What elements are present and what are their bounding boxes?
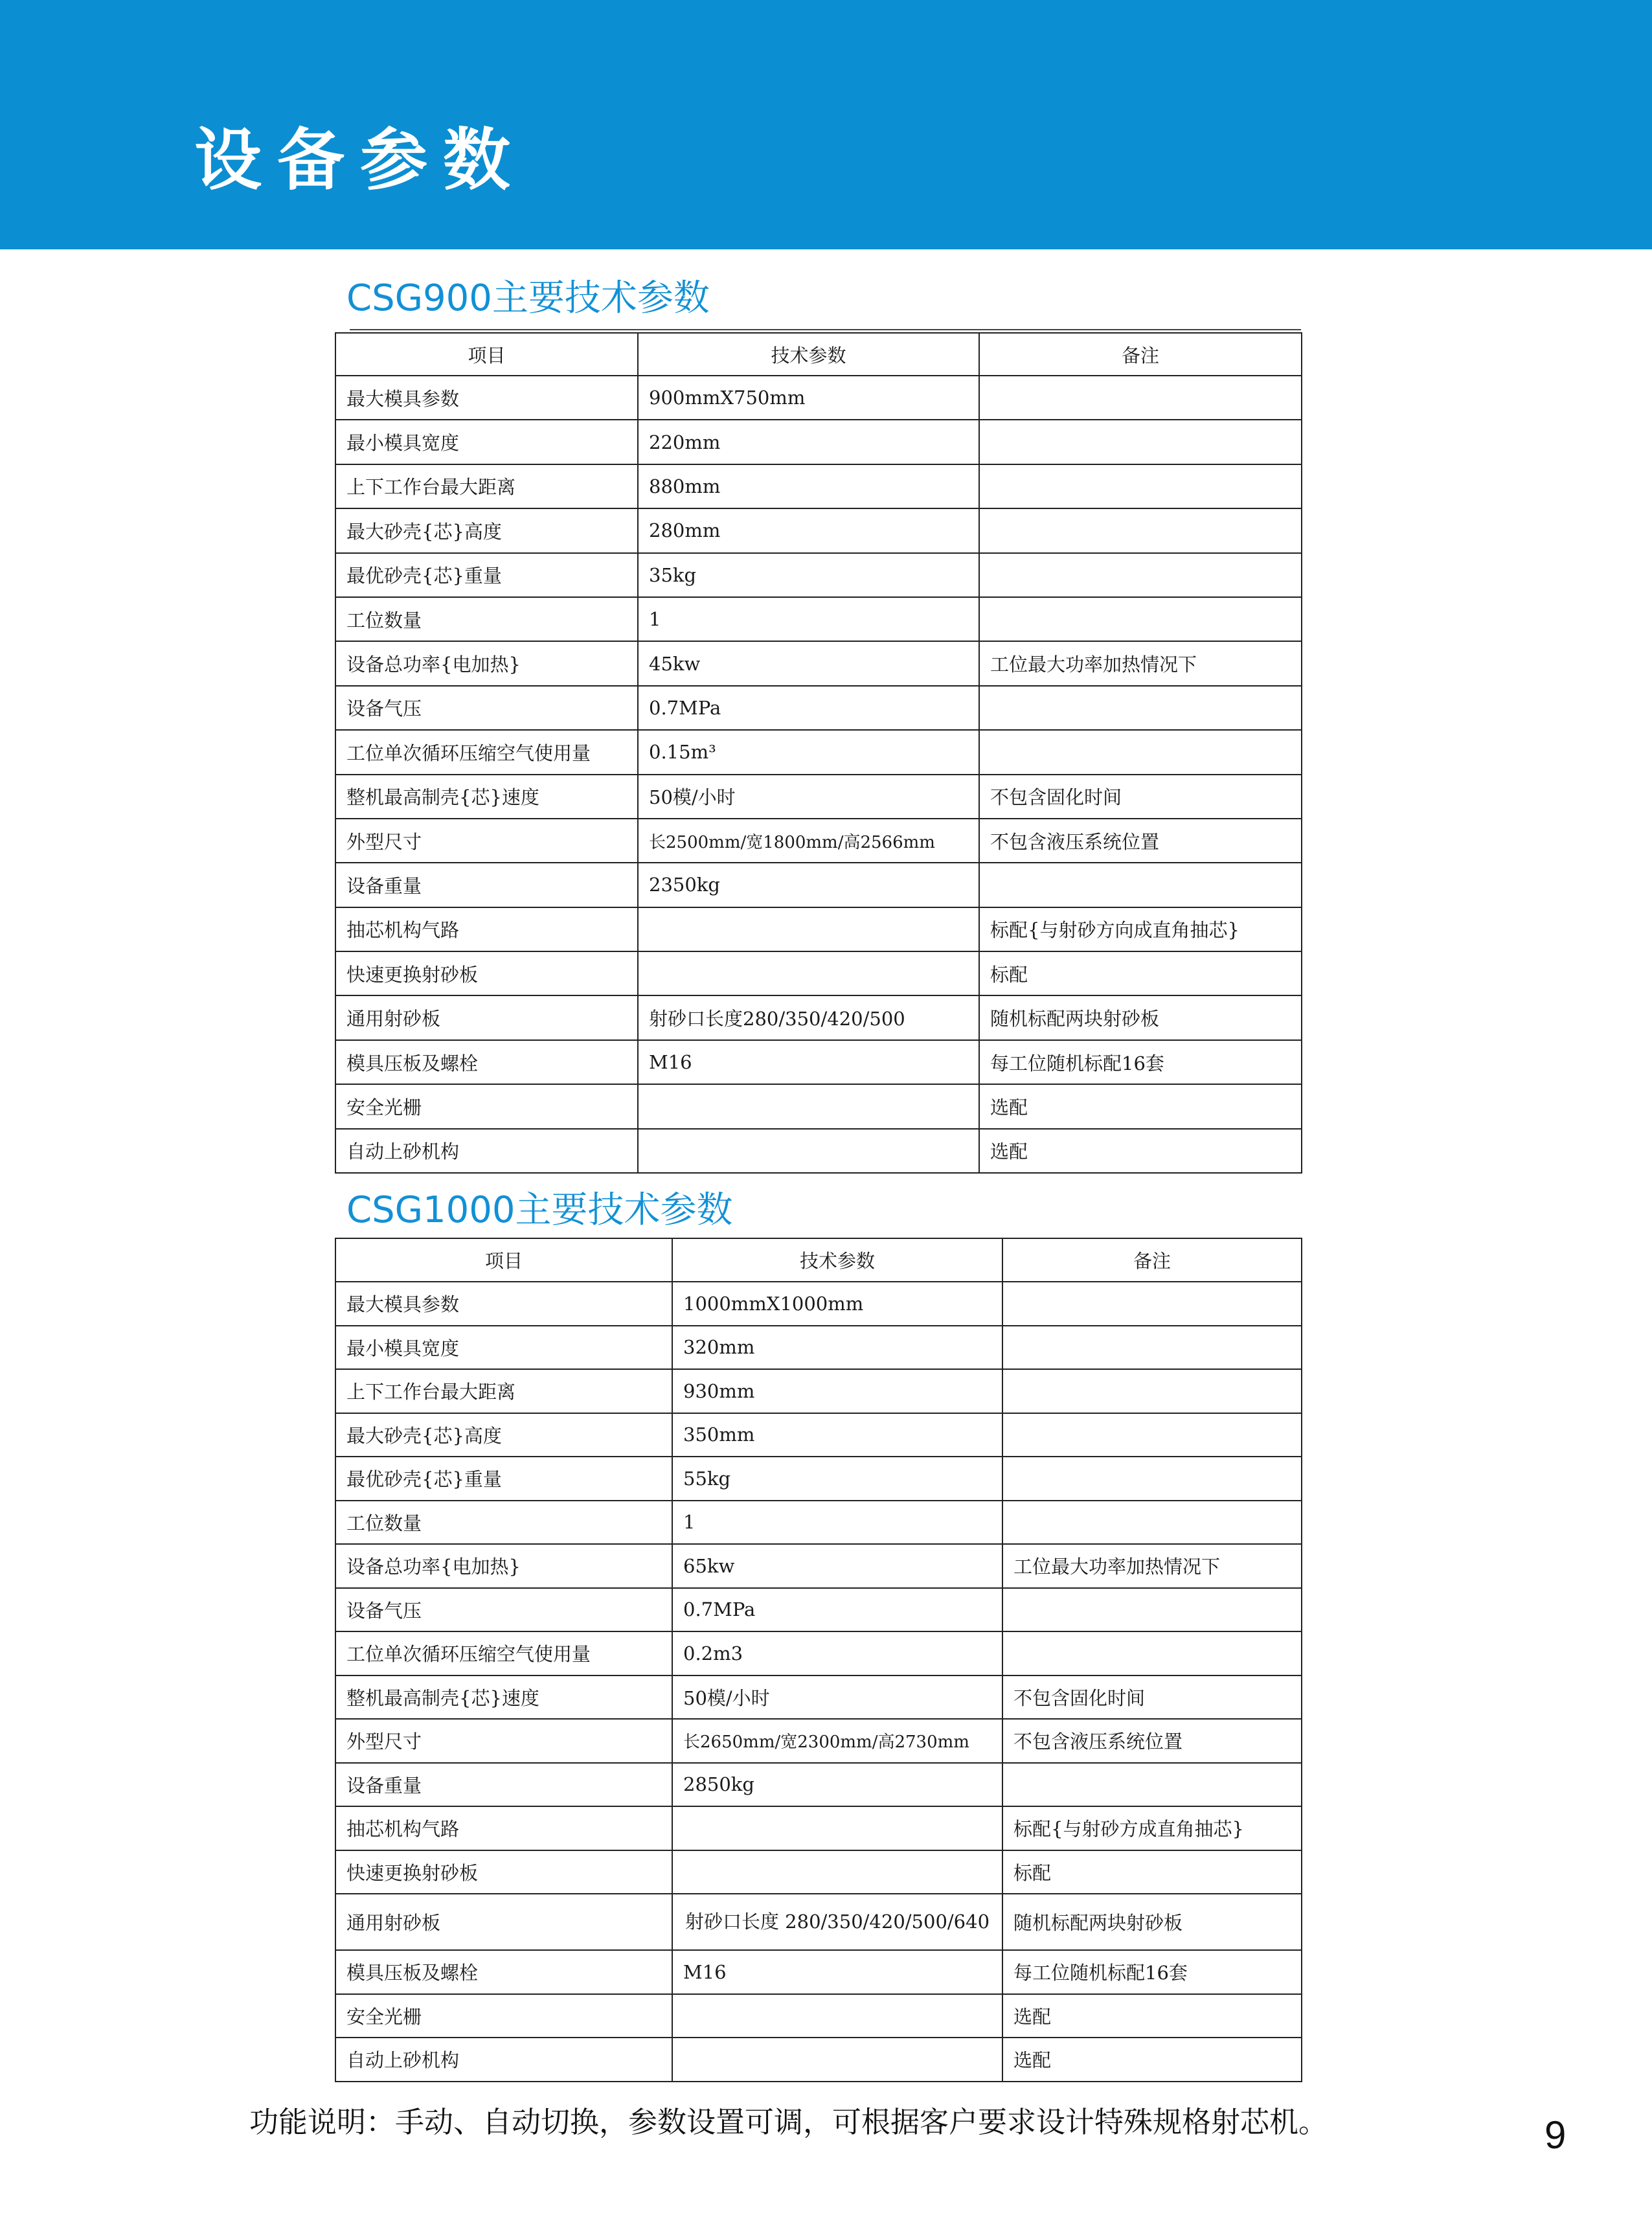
page-title: 设备参数 xyxy=(194,120,526,199)
table-row xyxy=(335,995,1302,1039)
cell-spec: M16 xyxy=(638,1040,979,1084)
cell-spec: 65kw xyxy=(672,1544,1002,1588)
table-row xyxy=(335,597,1302,641)
table-row xyxy=(335,1631,1302,1675)
cell-item: 最大模具参数 xyxy=(335,1282,672,1326)
cell-spec xyxy=(638,951,979,995)
cell-item: 通用射砂板 xyxy=(335,995,638,1039)
cell-item: 抽芯机构气路 xyxy=(335,907,638,951)
table-row xyxy=(335,1501,1302,1545)
cell-spec: 长2650mm/宽2300mm/高2730mm xyxy=(672,1719,1002,1763)
table-row xyxy=(335,464,1302,508)
cell-item: 整机最高制壳{芯}速度 xyxy=(335,775,638,819)
cell-remark: 选配 xyxy=(979,1084,1302,1128)
cell-spec: 2350kg xyxy=(638,863,979,907)
cell-remark xyxy=(1002,1326,1302,1370)
cell-remark: 标配 xyxy=(1002,1850,1302,1894)
cell-spec: 1 xyxy=(638,597,979,641)
cell-spec: 220mm xyxy=(638,420,979,464)
table-row xyxy=(335,1894,1302,1950)
cell-remark xyxy=(979,508,1302,552)
cell-remark xyxy=(979,376,1302,420)
table-row xyxy=(335,1413,1302,1457)
cell-item: 自动上砂机构 xyxy=(335,1129,638,1173)
table-row xyxy=(335,1719,1302,1763)
table-row xyxy=(335,1588,1302,1632)
table-row xyxy=(335,819,1302,863)
cell-item: 工位单次循环压缩空气使用量 xyxy=(335,1631,672,1675)
table-row xyxy=(335,1675,1302,1720)
cell-remark: 不包含液压系统位置 xyxy=(1002,1719,1302,1763)
cell-item: 自动上砂机构 xyxy=(335,2038,672,2082)
cell-remark xyxy=(1002,1282,1302,1326)
cell-spec: 长2500mm/宽1800mm/高2566mm xyxy=(638,819,979,863)
table-row xyxy=(335,1850,1302,1894)
cell-item: 抽芯机构气路 xyxy=(335,1806,672,1850)
cell-remark xyxy=(1002,1413,1302,1457)
cell-item: 最大模具参数 xyxy=(335,376,638,420)
cell-spec xyxy=(672,1850,1002,1894)
cell-remark: 随机标配两块射砂板 xyxy=(1002,1894,1302,1950)
cell-remark xyxy=(1002,1369,1302,1413)
cell-remark xyxy=(1002,1588,1302,1632)
cell-spec xyxy=(638,907,979,951)
header-item: 项目 xyxy=(335,333,638,376)
table-row xyxy=(335,1457,1302,1501)
table-row xyxy=(335,1326,1302,1370)
table-row xyxy=(335,1282,1302,1326)
cell-item: 快速更换射砂板 xyxy=(335,1850,672,1894)
cell-spec: 320mm xyxy=(672,1326,1002,1370)
cell-item: 安全光栅 xyxy=(335,1994,672,2038)
table-row xyxy=(335,730,1302,774)
cell-remark xyxy=(1002,1501,1302,1545)
cell-item: 最大砂壳{芯}高度 xyxy=(335,508,638,552)
csg1000-section-title: CSG1000主要技术参数 xyxy=(346,1189,733,1231)
table-row xyxy=(335,641,1302,685)
cell-remark xyxy=(979,420,1302,464)
cell-spec xyxy=(672,1994,1002,2038)
csg1000-spec-table xyxy=(335,1238,1302,2082)
csg900-section-title: CSG900主要技术参数 xyxy=(346,277,710,319)
cell-item: 安全光栅 xyxy=(335,1084,638,1128)
table-row xyxy=(335,951,1302,995)
cell-item: 模具压板及螺栓 xyxy=(335,1950,672,1994)
table-header-row xyxy=(335,333,1302,376)
cell-item: 模具压板及螺栓 xyxy=(335,1040,638,1084)
function-note: 功能说明：手动、自动切换，参数设置可调，可根据客户要求设计特殊规格射芯机。 xyxy=(249,2105,1328,2139)
cell-remark xyxy=(979,686,1302,730)
cell-remark xyxy=(1002,1457,1302,1501)
cell-item: 通用射砂板 xyxy=(335,1894,672,1950)
cell-spec: 1000mmX1000mm xyxy=(672,1282,1002,1326)
page-number: 9 xyxy=(1545,2113,1567,2157)
cell-item: 最大砂壳{芯}高度 xyxy=(335,1413,672,1457)
cell-item: 外型尺寸 xyxy=(335,1719,672,1763)
table-row xyxy=(335,863,1302,907)
table-row xyxy=(335,686,1302,730)
cell-remark: 不包含液压系统位置 xyxy=(979,819,1302,863)
cell-item: 最优砂壳{芯}重量 xyxy=(335,1457,672,1501)
table-row xyxy=(335,775,1302,819)
cell-spec: 35kg xyxy=(638,553,979,597)
cell-spec: 880mm xyxy=(638,464,979,508)
cell-item: 最小模具宽度 xyxy=(335,1326,672,1370)
cell-item: 外型尺寸 xyxy=(335,819,638,863)
cell-remark xyxy=(979,863,1302,907)
table-row xyxy=(335,1994,1302,2038)
header-remark: 备注 xyxy=(1002,1238,1302,1282)
table-row xyxy=(335,420,1302,464)
table-row xyxy=(335,907,1302,951)
cell-remark: 选配 xyxy=(1002,1994,1302,2038)
cell-remark: 标配{与射砂方成直角抽芯} xyxy=(1002,1806,1302,1850)
cell-spec xyxy=(672,2038,1002,2082)
table-row xyxy=(335,1950,1302,1994)
cell-remark xyxy=(979,464,1302,508)
cell-item: 设备气压 xyxy=(335,686,638,730)
cell-spec: 0.7MPa xyxy=(672,1588,1002,1632)
table-row xyxy=(335,1084,1302,1128)
cell-item: 整机最高制壳{芯}速度 xyxy=(335,1675,672,1720)
cell-remark: 不包含固化时间 xyxy=(979,775,1302,819)
cell-remark: 每工位随机标配16套 xyxy=(1002,1950,1302,1994)
cell-remark: 每工位随机标配16套 xyxy=(979,1040,1302,1084)
cell-item: 最优砂壳{芯}重量 xyxy=(335,553,638,597)
cell-spec: M16 xyxy=(672,1950,1002,1994)
cell-item: 设备总功率{电加热} xyxy=(335,641,638,685)
cell-spec: 50模/小时 xyxy=(672,1675,1002,1720)
cell-remark xyxy=(979,730,1302,774)
cell-spec: 900mmX750mm xyxy=(638,376,979,420)
header-banner xyxy=(0,0,1652,249)
cell-remark: 不包含固化时间 xyxy=(1002,1675,1302,1720)
header-spec: 技术参数 xyxy=(672,1238,1002,1282)
table-row xyxy=(335,1040,1302,1084)
cell-item: 工位数量 xyxy=(335,1501,672,1545)
table-row xyxy=(335,508,1302,552)
table-row xyxy=(335,1369,1302,1413)
table-row xyxy=(335,1129,1302,1173)
cell-remark: 工位最大功率加热情况下 xyxy=(979,641,1302,685)
cell-item: 工位单次循环压缩空气使用量 xyxy=(335,730,638,774)
table-row xyxy=(335,553,1302,597)
cell-spec: 930mm xyxy=(672,1369,1002,1413)
table-header-row xyxy=(335,1238,1302,1282)
cell-remark: 选配 xyxy=(979,1129,1302,1173)
table-row xyxy=(335,1806,1302,1850)
cell-item: 最小模具宽度 xyxy=(335,420,638,464)
cell-item: 快速更换射砂板 xyxy=(335,951,638,995)
cell-spec: 350mm xyxy=(672,1413,1002,1457)
cell-spec: 0.7MPa xyxy=(638,686,979,730)
cell-item: 设备总功率{电加热} xyxy=(335,1544,672,1588)
cell-item: 设备气压 xyxy=(335,1588,672,1632)
cell-remark xyxy=(1002,1631,1302,1675)
cell-spec xyxy=(672,1806,1002,1850)
cell-spec: 射砂口长度280/350/420/500 xyxy=(638,995,979,1039)
cell-item: 设备重量 xyxy=(335,1763,672,1807)
table-row xyxy=(335,1544,1302,1588)
cell-remark xyxy=(979,597,1302,641)
cell-item: 工位数量 xyxy=(335,597,638,641)
cell-remark: 标配 xyxy=(979,951,1302,995)
cell-item: 上下工作台最大距离 xyxy=(335,1369,672,1413)
cell-spec: 45kw xyxy=(638,641,979,685)
header-spec: 技术参数 xyxy=(638,333,979,376)
csg900-spec-table xyxy=(335,332,1302,1174)
cell-spec: 50模/小时 xyxy=(638,775,979,819)
cell-remark xyxy=(979,553,1302,597)
table-row xyxy=(335,2038,1302,2082)
header-item: 项目 xyxy=(335,1238,672,1282)
cell-spec: 2850kg xyxy=(672,1763,1002,1807)
table-row xyxy=(335,376,1302,420)
cell-remark: 标配{与射砂方向成直角抽芯} xyxy=(979,907,1302,951)
cell-spec: 55kg xyxy=(672,1457,1002,1501)
cell-item: 设备重量 xyxy=(335,863,638,907)
cell-spec xyxy=(638,1129,979,1173)
cell-spec: 280mm xyxy=(638,508,979,552)
cell-spec: 0.15m³ xyxy=(638,730,979,774)
cell-remark: 工位最大功率加热情况下 xyxy=(1002,1544,1302,1588)
cell-spec: 0.2m3 xyxy=(672,1631,1002,1675)
cell-remark: 随机标配两块射砂板 xyxy=(979,995,1302,1039)
cell-item: 上下工作台最大距离 xyxy=(335,464,638,508)
cell-spec: 射砂口长度 280/350/420/500/640 xyxy=(672,1894,1002,1950)
header-remark: 备注 xyxy=(979,333,1302,376)
cell-spec xyxy=(638,1084,979,1128)
csg900-title-rule xyxy=(350,329,1301,330)
table-row xyxy=(335,1763,1302,1807)
cell-remark xyxy=(1002,1763,1302,1807)
cell-remark: 选配 xyxy=(1002,2038,1302,2082)
cell-spec: 1 xyxy=(672,1501,1002,1545)
